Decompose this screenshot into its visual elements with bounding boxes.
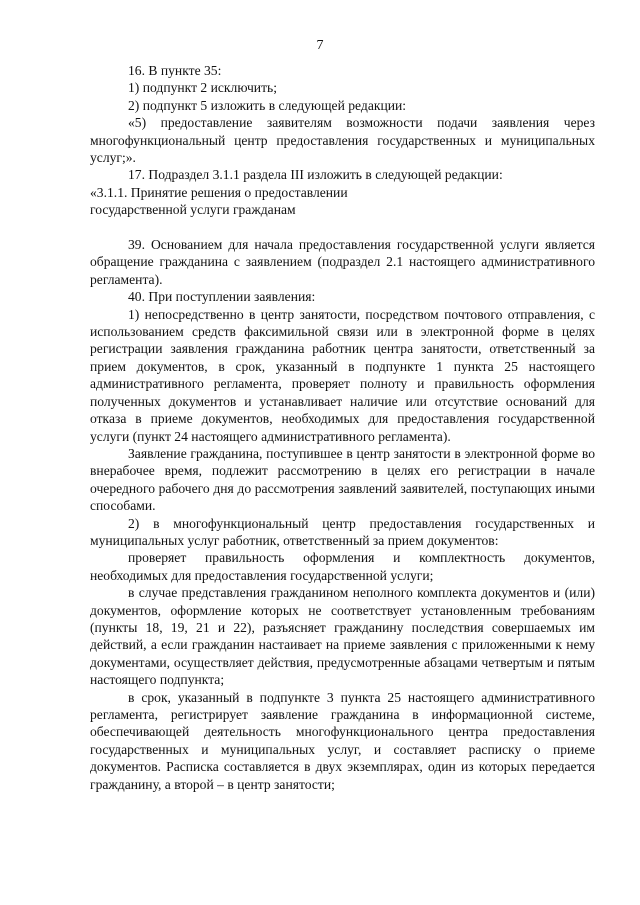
paragraph: 2) подпункт 5 изложить в следующей редакции: (128, 97, 407, 113)
section-heading: «3.1.1. Принятие решения о предоставлении (90, 184, 348, 200)
paragraph: 1) подпункт 2 исключить; (128, 80, 277, 96)
paragraph: в срок, указанный в подпункте 3 пункта 25 настоящего административного регламента, регистрирует заявление гражданина в информационной системе, обеспечивающей деятельность многофункционального центра предоставления государственных и муниципальных услуг, и составляет расписку о приеме документов. Расписка составляется в двух экземплярах, один из которых передается гражданину, а второй – в центр занятости; (90, 689, 595, 792)
section-heading: государственной услуги гражданам (90, 202, 296, 218)
paragraph: 17. Подраздел 3.1.1 раздела III изложить в следующей редакции: (128, 167, 503, 183)
paragraph: 2) в многофункциональный центр предоставления государственных и муниципальных услуг работник, ответственный за прием документов: (90, 515, 595, 548)
paragraph: «5) предоставление заявителям возможности подачи заявления через многофункциональный центр предоставления государственных и муниципальных услуг;». (90, 115, 595, 166)
document-body (90, 62, 595, 793)
paragraph: 40. При поступлении заявления: (128, 289, 316, 305)
page-number: 7 (316, 38, 324, 53)
paragraph: 39. Основанием для начала предоставления государственной услуги является обращение гражданина с заявлением (подраздел 2.1 настоящего административного регламента). (90, 237, 595, 287)
paragraph: проверяет правильность оформления и комплектность документов, необходимых для предоставления государственной услуги; (90, 550, 595, 583)
paragraph: 16. В пункте 35: (128, 63, 222, 78)
paragraph: Заявление гражданина, поступившее в центр занятости в электронной форме во внерабочее время, подлежит рассмотрению в целях его регистрации в начале очередного рабочего дня до рассмотрения заявлений заявителей, поступающих иными способами. (90, 445, 595, 514)
paragraph: в случае представления гражданином неполного комплекта документов и (или) документов, оформление которых не соответствует установленным требованиям (пункты 18, 19, 21 и 22), разъясняет гражданину последствия совершаемых им действий, а если гражданин настаивает на приеме заявления с приложенными к нему документами, осуществляет действия, предусмотренные абзацами четвертым и пятым настоящего подпункта; (90, 585, 595, 688)
paragraph: 1) непосредственно в центр занятости, посредством почтового отправления, с использованием средств факсимильной связи или в электронной форме в целях регистрации заявления гражданина работник центра занятости, ответственный за прием документов, в срок, указанный в подпункте 1 пункта 25 настоящего административного регламента, проверяет полноту и правильность оформления полученных документов и устанавливает наличие или отсутствие оснований для отказа в приеме документов, необходимых для предоставления государственной услуги (пункт 24 настоящего административного регламента). (90, 306, 595, 444)
